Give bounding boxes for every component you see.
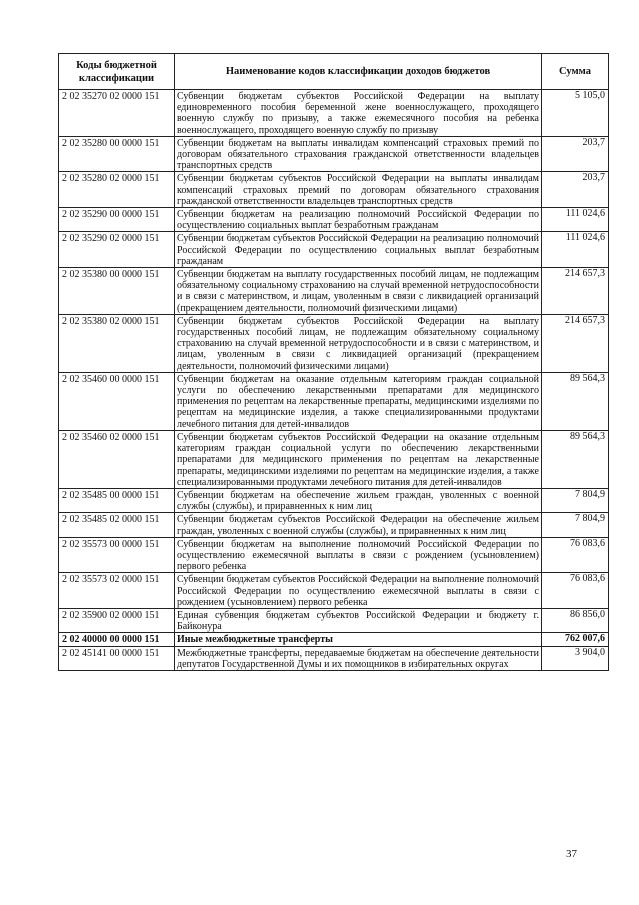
table-row xyxy=(59,90,609,137)
table-row xyxy=(59,268,609,315)
name-cell: Субвенции бюджетам на оказание отдельным категориям граждан социальной услуги по обеспечению лекарственными препаратами для медицинского применения по рецептам на лекарственные препараты, медицинскими изделиями по рецептам на медицинские изделия, а также специализированными продуктами лечебного питания для детей-инвалидов xyxy=(175,372,542,430)
code-cell: 2 02 35290 02 0000 151 xyxy=(59,232,175,268)
table-row xyxy=(59,633,609,646)
table-row xyxy=(59,430,609,488)
sum-cell: 89 564,3 xyxy=(542,430,609,488)
code-cell: 2 02 45141 00 0000 151 xyxy=(59,646,175,670)
table-row xyxy=(59,208,609,232)
name-cell: Субвенции бюджетам на выплаты инвалидам компенсаций страховых премий по договорам обязательного страхования гражданской ответственности владельцев транспортных средств xyxy=(175,136,542,172)
table-row xyxy=(59,573,609,609)
header-sum: Сумма xyxy=(542,54,609,90)
table-row xyxy=(59,136,609,172)
code-cell: 2 02 35573 00 0000 151 xyxy=(59,537,175,573)
table-row xyxy=(59,646,609,670)
table-row xyxy=(59,488,609,512)
code-cell: 2 02 35900 02 0000 151 xyxy=(59,608,175,632)
name-cell: Субвенции бюджетам на реализацию полномочий Российской Федерации по осуществлению социальных выплат безработным гражданам xyxy=(175,208,542,232)
code-cell: 2 02 40000 00 0000 151 xyxy=(59,633,175,646)
header-code: Коды бюджетной классификации xyxy=(59,54,175,90)
code-cell: 2 02 35280 02 0000 151 xyxy=(59,172,175,208)
table-row xyxy=(59,372,609,430)
code-cell: 2 02 35380 02 0000 151 xyxy=(59,314,175,372)
table-header-row xyxy=(59,54,609,90)
sum-cell: 111 024,6 xyxy=(542,232,609,268)
table-row xyxy=(59,537,609,573)
sum-cell: 203,7 xyxy=(542,172,609,208)
budget-revenue-table xyxy=(58,53,609,671)
code-cell: 2 02 35280 00 0000 151 xyxy=(59,136,175,172)
sum-cell: 89 564,3 xyxy=(542,372,609,430)
code-cell: 2 02 35460 00 0000 151 xyxy=(59,372,175,430)
sum-cell: 76 083,6 xyxy=(542,573,609,609)
sum-cell: 7 804,9 xyxy=(542,513,609,537)
code-cell: 2 02 35290 00 0000 151 xyxy=(59,208,175,232)
code-cell: 2 02 35573 02 0000 151 xyxy=(59,573,175,609)
table-row xyxy=(59,314,609,372)
table-row xyxy=(59,172,609,208)
name-cell: Субвенции бюджетам субъектов Российской Федерации на выплату государственных пособий лицам, не подлежащим обязательному социальному страхованию на случай временной нетрудоспособности и в связи с материнством, и лицам, уволенным в связи с ликвидацией организаций (прекращением деятельности, полномочий физическими лицами) xyxy=(175,314,542,372)
name-cell: Субвенции бюджетам на выплату государственных пособий лицам, не подлежащим обязательному социальному страхованию на случай временной нетрудоспособности и в связи с материнством, и лицам, уволенным в связи с ликвидацией организаций (прекращением деятельности, полномочий физическими лицами) xyxy=(175,268,542,315)
code-cell: 2 02 35460 02 0000 151 xyxy=(59,430,175,488)
name-cell: Межбюджетные трансферты, передаваемые бюджетам на обеспечение деятельности депутатов Государственной Думы и их помощников в избирательных округах xyxy=(175,646,542,670)
sum-cell: 86 856,0 xyxy=(542,608,609,632)
code-cell: 2 02 35485 00 0000 151 xyxy=(59,488,175,512)
table-body xyxy=(59,90,609,671)
sum-cell: 76 083,6 xyxy=(542,537,609,573)
sum-cell: 203,7 xyxy=(542,136,609,172)
sum-cell: 7 804,9 xyxy=(542,488,609,512)
name-cell: Субвенции бюджетам субъектов Российской Федерации на обеспечение жильем граждан, уволенных с военной службы (службы), и приравненных к ним лиц xyxy=(175,513,542,537)
name-cell: Субвенции бюджетам на выполнение полномочий Российской Федерации по осуществлению ежемесячной выплаты в связи с рождением (усыновлением) первого ребенка xyxy=(175,537,542,573)
table-row xyxy=(59,232,609,268)
name-cell: Субвенции бюджетам субъектов Российской Федерации на реализацию полномочий Российской Федерации по осуществлению социальных выплат безработным гражданам xyxy=(175,232,542,268)
sum-cell: 111 024,6 xyxy=(542,208,609,232)
sum-cell: 214 657,3 xyxy=(542,268,609,315)
page-number: 37 xyxy=(566,848,577,860)
code-cell: 2 02 35270 02 0000 151 xyxy=(59,90,175,137)
sum-cell: 5 105,0 xyxy=(542,90,609,137)
name-cell: Субвенции бюджетам на обеспечение жильем граждан, уволенных с военной службы (службы), и приравненных к ним лиц xyxy=(175,488,542,512)
name-cell: Субвенции бюджетам субъектов Российской Федерации на выплату единовременного пособия беременной жене военнослужащего, проходящего военную службу по призыву, а также ежемесячного пособия на ребенка военнослужащего, проходящего военную службу по призыву xyxy=(175,90,542,137)
name-cell: Иные межбюджетные трансферты xyxy=(175,633,542,646)
header-name: Наименование кодов классификации доходов бюджетов xyxy=(175,54,542,90)
code-cell: 2 02 35380 00 0000 151 xyxy=(59,268,175,315)
sum-cell: 3 904,0 xyxy=(542,646,609,670)
name-cell: Единая субвенция бюджетам субъектов Российской Федерации и бюджету г. Байконура xyxy=(175,608,542,632)
name-cell: Субвенции бюджетам субъектов Российской Федерации на выплаты инвалидам компенсаций страховых премий по договорам обязательного страхования гражданской ответственности владельцев транспортных средств xyxy=(175,172,542,208)
code-cell: 2 02 35485 02 0000 151 xyxy=(59,513,175,537)
table-row xyxy=(59,513,609,537)
table-row xyxy=(59,608,609,632)
sum-cell: 214 657,3 xyxy=(542,314,609,372)
sum-cell: 762 007,6 xyxy=(542,633,609,646)
name-cell: Субвенции бюджетам субъектов Российской Федерации на оказание отдельным категориям граждан социальной услуги по обеспечению лекарственными препаратами для медицинского применения по рецептам на лекарственные препараты, медицинскими изделиями по рецептам на медицинские изделия, а также специализированными продуктами лечебного питания для детей-инвалидов xyxy=(175,430,542,488)
name-cell: Субвенции бюджетам субъектов Российской Федерации на выполнение полномочий Российской Федерации по осуществлению ежемесячной выплаты в связи с рождением (усыновлением) первого ребенка xyxy=(175,573,542,609)
